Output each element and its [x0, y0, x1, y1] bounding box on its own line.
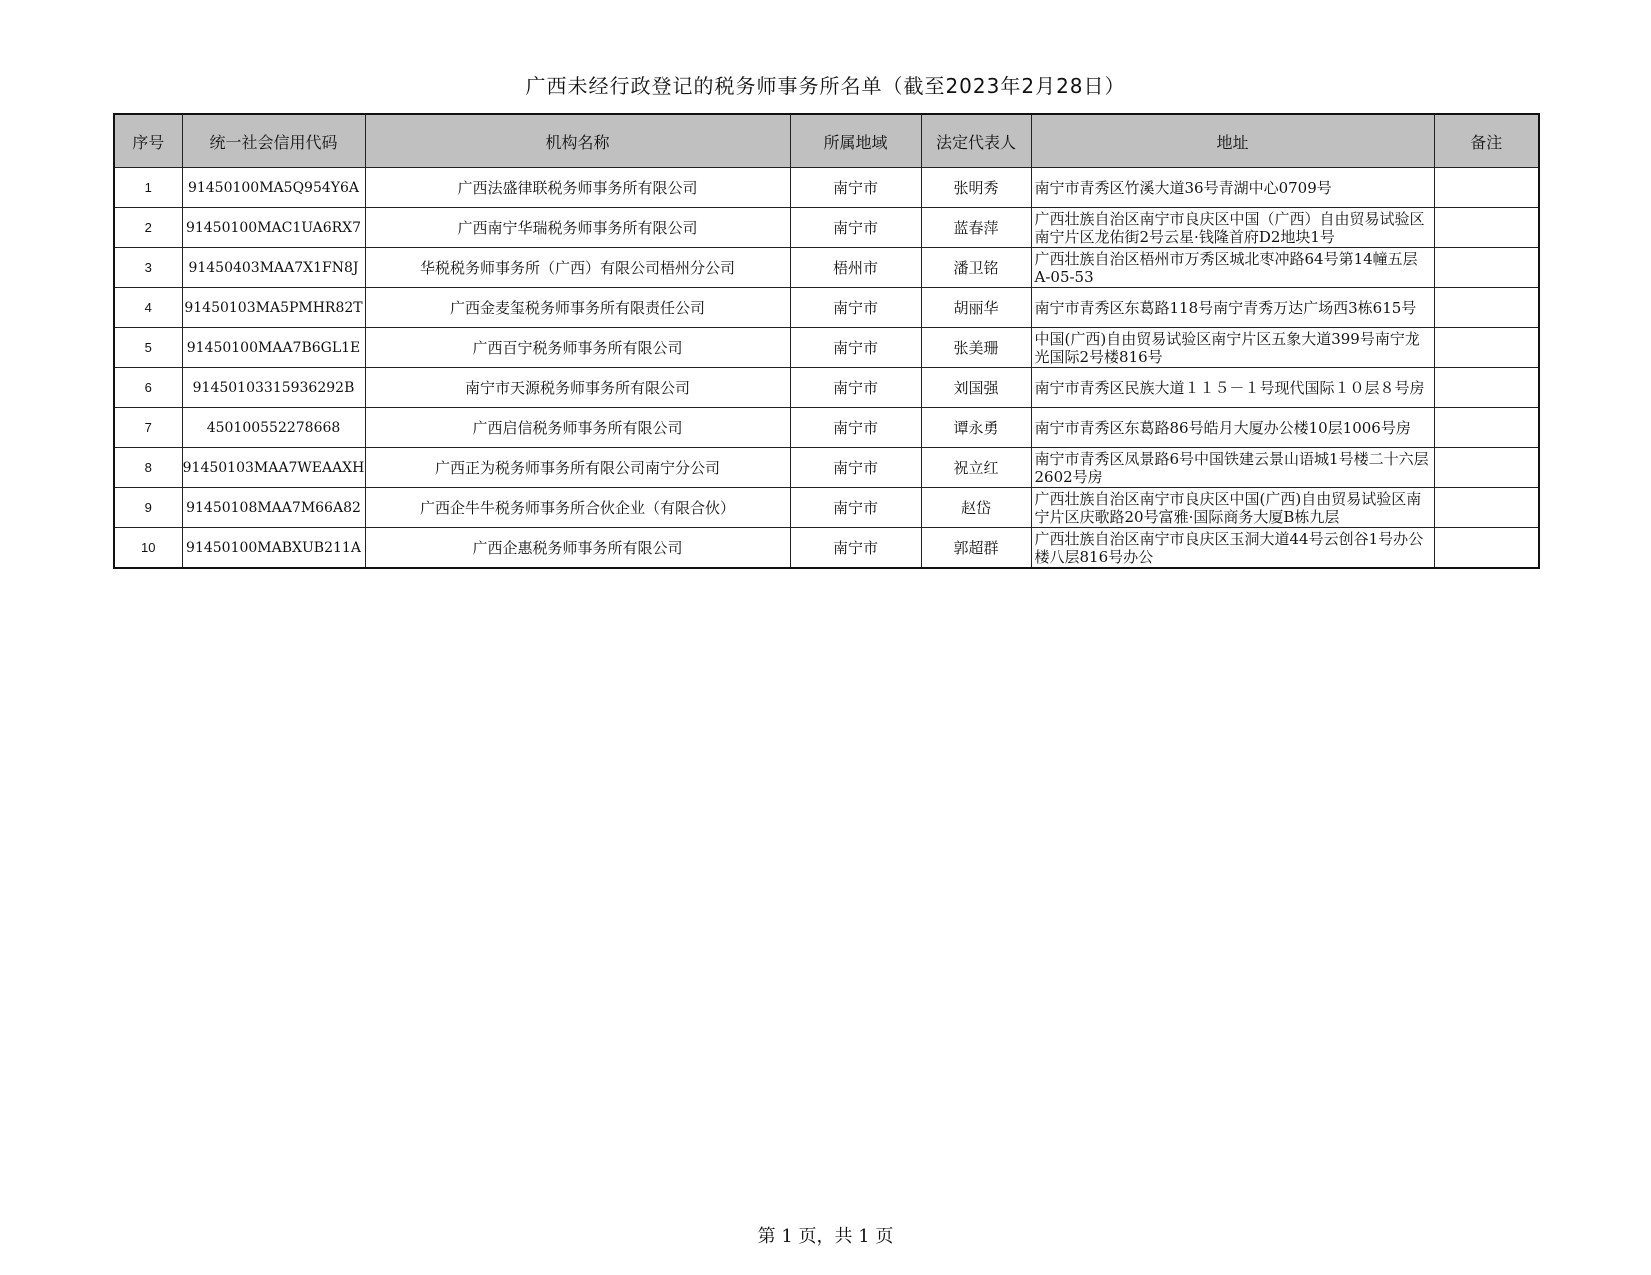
- cell-org-name: 广西百宁税务师事务所有限公司: [365, 328, 790, 368]
- cell-org-name: 广西启信税务师事务所有限公司: [365, 408, 790, 448]
- cell-address: 中国(广西)自由贸易试验区南宁片区五象大道399号南宁龙光国际2号楼816号: [1031, 328, 1434, 368]
- cell-org-name: 广西南宁华瑞税务师事务所有限公司: [365, 208, 790, 248]
- cell-address: 南宁市青秀区东葛路118号南宁青秀万达广场西3栋615号: [1031, 288, 1434, 328]
- cell-legal-rep: 刘国强: [921, 368, 1031, 408]
- cell-remark: [1434, 368, 1539, 408]
- page-footer: 第 1 页，共 1 页: [757, 1226, 894, 1247]
- cell-legal-rep: 张明秀: [921, 168, 1031, 208]
- cell-credit-code: 91450103MAA7WEAAXH: [182, 448, 365, 488]
- table-row: [114, 168, 1539, 208]
- cell-address: 南宁市青秀区民族大道１１５－１号现代国际１０层８号房: [1031, 368, 1434, 408]
- cell-address: 广西壮族自治区南宁市良庆区中国(广西)自由贸易试验区南宁片区庆歌路20号富雅·国际商务大厦B栋九层: [1031, 488, 1434, 528]
- cell-address: 南宁市青秀区竹溪大道36号青湖中心0709号: [1031, 168, 1434, 208]
- cell-org-name: 广西法盛律联税务师事务所有限公司: [365, 168, 790, 208]
- cell-remark: [1434, 528, 1539, 569]
- cell-region: 南宁市: [790, 168, 921, 208]
- cell-region: 南宁市: [790, 328, 921, 368]
- cell-seq: 7: [114, 408, 182, 448]
- cell-credit-code: 91450100MABXUB211A: [182, 528, 365, 569]
- cell-org-name: 广西金麦玺税务师事务所有限责任公司: [365, 288, 790, 328]
- cell-org-name: 广西企牛牛税务师事务所合伙企业（有限合伙）: [365, 488, 790, 528]
- table-row: [114, 328, 1539, 368]
- cell-credit-code: 91450103315936292B: [182, 368, 365, 408]
- cell-seq: 8: [114, 448, 182, 488]
- cell-legal-rep: 胡丽华: [921, 288, 1031, 328]
- cell-region: 南宁市: [790, 448, 921, 488]
- cell-address: 广西壮族自治区南宁市良庆区中国（广西）自由贸易试验区南宁片区龙佑街2号云星·钱隆首府D2地块1号: [1031, 208, 1434, 248]
- cell-address: 南宁市青秀区东葛路86号皓月大厦办公楼10层1006号房: [1031, 408, 1434, 448]
- cell-region: 南宁市: [790, 368, 921, 408]
- table-row: [114, 288, 1539, 328]
- cell-credit-code: 91450403MAA7X1FN8J: [182, 248, 365, 288]
- cell-remark: [1434, 408, 1539, 448]
- cell-seq: 4: [114, 288, 182, 328]
- cell-remark: [1434, 208, 1539, 248]
- cell-legal-rep: 潘卫铭: [921, 248, 1031, 288]
- header-region: 所属地域: [790, 114, 921, 168]
- table-row: [114, 528, 1539, 569]
- cell-legal-rep: 郭超群: [921, 528, 1031, 569]
- cell-org-name: 南宁市天源税务师事务所有限公司: [365, 368, 790, 408]
- cell-legal-rep: 赵岱: [921, 488, 1031, 528]
- table-row: [114, 408, 1539, 448]
- cell-seq: 5: [114, 328, 182, 368]
- header-remark: 备注: [1434, 114, 1539, 168]
- header-credit-code: 统一社会信用代码: [182, 114, 365, 168]
- cell-remark: [1434, 168, 1539, 208]
- cell-seq: 2: [114, 208, 182, 248]
- cell-region: 南宁市: [790, 288, 921, 328]
- cell-seq: 9: [114, 488, 182, 528]
- cell-remark: [1434, 248, 1539, 288]
- table-row: [114, 488, 1539, 528]
- cell-credit-code: 91450103MA5PMHR82T: [182, 288, 365, 328]
- cell-org-name: 广西正为税务师事务所有限公司南宁分公司: [365, 448, 790, 488]
- table-row: [114, 248, 1539, 288]
- cell-region: 南宁市: [790, 528, 921, 569]
- cell-credit-code: 91450100MA5Q954Y6A: [182, 168, 365, 208]
- table-row: [114, 208, 1539, 248]
- header-seq: 序号: [114, 114, 182, 168]
- cell-remark: [1434, 328, 1539, 368]
- cell-legal-rep: 张美珊: [921, 328, 1031, 368]
- header-org-name: 机构名称: [365, 114, 790, 168]
- cell-remark: [1434, 448, 1539, 488]
- cell-region: 梧州市: [790, 248, 921, 288]
- cell-remark: [1434, 288, 1539, 328]
- table-row: [114, 448, 1539, 488]
- cell-seq: 6: [114, 368, 182, 408]
- cell-region: 南宁市: [790, 408, 921, 448]
- header-legal-rep: 法定代表人: [921, 114, 1031, 168]
- header-address: 地址: [1031, 114, 1434, 168]
- registry-table: [113, 113, 1540, 569]
- header-row: [114, 114, 1539, 168]
- cell-region: 南宁市: [790, 488, 921, 528]
- cell-region: 南宁市: [790, 208, 921, 248]
- cell-legal-rep: 蓝春萍: [921, 208, 1031, 248]
- cell-address: 南宁市青秀区凤景路6号中国铁建云景山语城1号楼二十六层2602号房: [1031, 448, 1434, 488]
- cell-org-name: 广西企惠税务师事务所有限公司: [365, 528, 790, 569]
- cell-address: 广西壮族自治区梧州市万秀区城北枣冲路64号第14幢五层 A-05-53: [1031, 248, 1434, 288]
- cell-credit-code: 91450108MAA7M66A82: [182, 488, 365, 528]
- cell-org-name: 华税税务师事务所（广西）有限公司梧州分公司: [365, 248, 790, 288]
- page-title: 广西未经行政登记的税务师事务所名单（截至2023年2月28日）: [525, 74, 1126, 98]
- cell-credit-code: 91450100MAA7B6GL1E: [182, 328, 365, 368]
- cell-legal-rep: 祝立红: [921, 448, 1031, 488]
- cell-legal-rep: 谭永勇: [921, 408, 1031, 448]
- cell-seq: 10: [114, 528, 182, 569]
- cell-address: 广西壮族自治区南宁市良庆区玉洞大道44号云创谷1号办公楼八层816号办公: [1031, 528, 1434, 569]
- cell-seq: 1: [114, 168, 182, 208]
- table-row: [114, 368, 1539, 408]
- cell-credit-code: 91450100MAC1UA6RX7: [182, 208, 365, 248]
- cell-credit-code: 450100552278668: [182, 408, 365, 448]
- cell-seq: 3: [114, 248, 182, 288]
- cell-remark: [1434, 488, 1539, 528]
